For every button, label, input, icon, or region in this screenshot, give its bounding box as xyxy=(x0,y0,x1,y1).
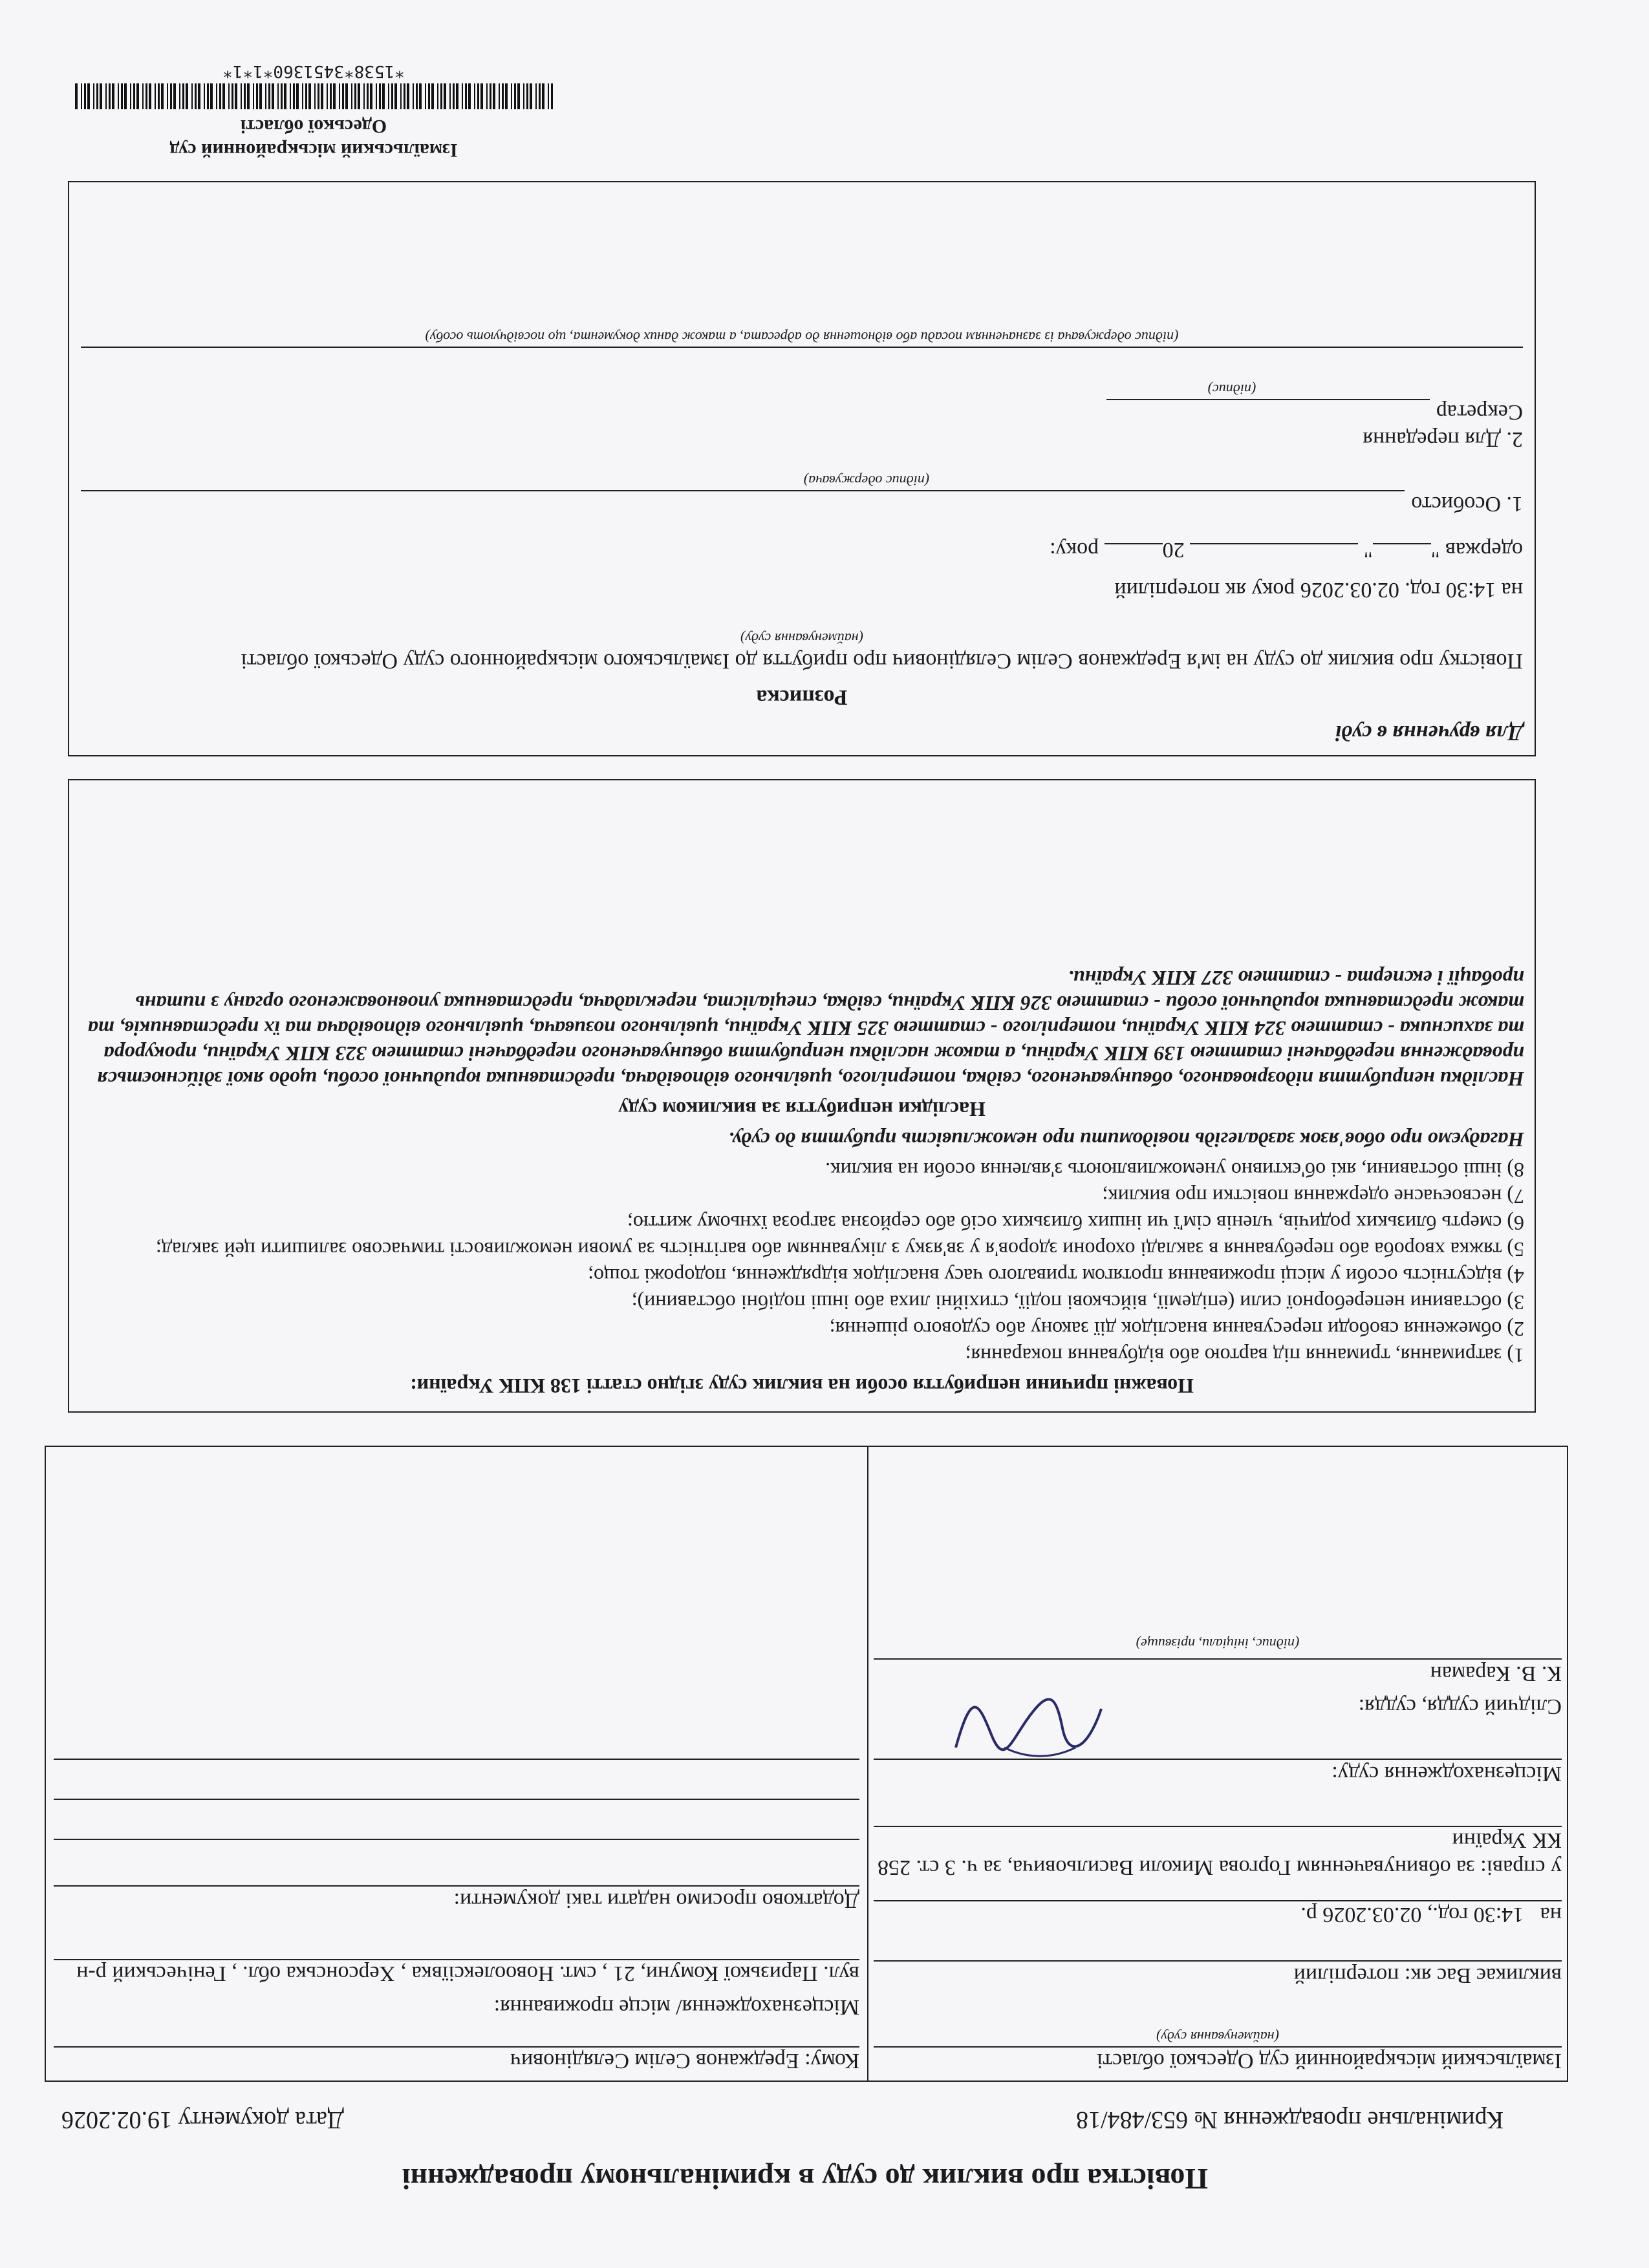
reason-item: 6) смерть близьких родичів, членів сім'ї чи інших близьких осіб або серйозна загроза їхньому життю; xyxy=(627,1211,1524,1235)
receipt-heading: Розписка xyxy=(756,685,848,709)
reasons-heading: Поважні причини неприбуття особи на виклик суду згідно статті 138 КПК України: xyxy=(410,1375,1194,1398)
recipient-value: Ереджанов Селім Селядінович xyxy=(510,2049,799,2073)
judge-name: К. В. Караман xyxy=(874,1658,1562,1686)
receipt-time: на 14:30 год. 02.03.2026 року як потерпілий xyxy=(1114,577,1523,602)
summons-as-value: потерпілий xyxy=(1293,1963,1399,1987)
received-label: одержав " xyxy=(1430,538,1523,562)
received-row xyxy=(81,537,1523,563)
summons-time-value: 14:30 год., 02.03.2026 р. xyxy=(1300,1903,1524,1927)
judge-signature xyxy=(946,1670,1114,1786)
secretary-label: Секретар xyxy=(1436,400,1523,425)
case-number-block xyxy=(1076,2105,1503,2135)
case-number: 653/484/18 xyxy=(1076,2106,1189,2134)
case-label: у справі: xyxy=(1480,1855,1562,1879)
received-year-prefix: 20 xyxy=(1162,538,1185,562)
reason-item: 2) обмеження свободи пересування внаслідок дії закону або судового рішення; xyxy=(829,1317,1524,1341)
documents-line-1 xyxy=(54,1839,859,1879)
received-quote: " xyxy=(1363,538,1373,562)
case-row xyxy=(874,1826,1562,1881)
residence-label: Місцезнаходження/ місце проживання: xyxy=(493,1995,859,2019)
secretary-row xyxy=(81,399,1523,425)
judge-caption: (підпис, ініціали, прізвище) xyxy=(1136,1636,1300,1653)
summons-document xyxy=(23,39,1588,2211)
received-month xyxy=(1190,543,1358,544)
consequences-heading: Наслідки неприбуття за викликом суду xyxy=(618,1097,986,1121)
reason-item: 7) несвоєчасне одержання повістки про виклик; xyxy=(1102,1184,1524,1208)
header-line xyxy=(61,2105,1503,2135)
court-stamp-text xyxy=(48,114,579,162)
recipient-label: Кому: xyxy=(804,2049,859,2073)
barcode-text: *1538*3451360*1*1* xyxy=(222,61,405,81)
receipt-text-mid: про прибуття до xyxy=(735,649,887,674)
summons-right-column xyxy=(46,1447,867,2081)
court-name-caption: (найменування суду) xyxy=(1156,2028,1279,2045)
court-name: Ізмаїльський міськрайонний суд Одеської області xyxy=(874,2046,1562,2074)
receipt-person: Ереджанов Селім Селядінович xyxy=(892,649,1181,674)
document-date: 19.02.2026 xyxy=(61,2106,172,2134)
secretary-caption: (підпис) xyxy=(1207,381,1256,398)
summons-box xyxy=(45,1446,1568,2082)
receipt-court-caption: (найменування суду) xyxy=(740,630,863,647)
documents-line-2 xyxy=(54,1799,859,1839)
recipient-row xyxy=(54,2046,859,2074)
receipt-text xyxy=(81,648,1523,674)
reason-item: 5) тяжка хвороба або перебування в закладі охорони здоров'я у зв'язку з лікуванням або вагітність за умови неможливості тимчасово залишити цей заклад; xyxy=(155,1237,1524,1261)
case-value: за обвинуваченням Горгова Миколи Васильовича, за ч. 3 ст. 258 КК України xyxy=(877,1828,1562,1879)
summons-left-column xyxy=(867,1447,1567,2081)
transfer-label: 2. Для передання xyxy=(1363,427,1523,451)
secretary-signature-line xyxy=(1106,399,1430,425)
reason-item: 1) затримання, тримання під вартою або відбування покарання; xyxy=(965,1343,1524,1367)
court-location-label: Місцезнаходження суду: xyxy=(874,1759,1562,1786)
for-court-label: Для вручення в суді xyxy=(1335,721,1523,745)
case-number-label: Кримінальне провадження № xyxy=(1194,2106,1503,2134)
personal-signature-line xyxy=(81,490,1405,517)
document-date-label: Дата документу xyxy=(178,2106,344,2134)
reason-item: 4) відсутність особи у місці проживання протягом тривалого часу внаслідок відрядження, подорожі тощо; xyxy=(588,1264,1524,1288)
received-year xyxy=(1105,543,1163,544)
reminder: Нагадуємо про обов'язок заздалегідь повідомити про неможливість прибуття до суду. xyxy=(728,1128,1524,1151)
reason-item: 3) обставини непереборної сили (епідемії, військові події, стихійні лиха або інші подібні обставини); xyxy=(631,1290,1524,1314)
receipt-box xyxy=(68,181,1536,756)
receipt-court: Ізмаїльського міськрайонного суду Одеської області xyxy=(241,649,730,674)
stamp-court-line1: Ізмаїльський міськрайонний суд xyxy=(169,140,458,161)
document-title: Повістка про виклик до суду в кримінальному провадженні xyxy=(402,2163,1209,2196)
summons-as-row xyxy=(874,1960,1562,1988)
barcode xyxy=(74,83,553,109)
receipt-text-prefix: Повістку про виклик до суду на ім'я xyxy=(1187,649,1523,674)
summons-time-label: на xyxy=(1540,1903,1562,1927)
received-year-suffix: року: xyxy=(1050,538,1099,562)
personal-row xyxy=(81,490,1523,517)
stamp-court-line2: Одеської області xyxy=(240,116,387,138)
document-date-block xyxy=(61,2105,344,2135)
judge-label: Слідчий суддя, суддя: xyxy=(1358,1695,1562,1719)
received-day xyxy=(1373,543,1431,544)
documents-line-3 xyxy=(54,1759,859,1799)
summons-time-row xyxy=(874,1900,1562,1928)
court-barcode-stamp xyxy=(48,61,579,162)
residence-value: вул. Паризької Комуни, 21 , смт. Новоолексіївка , Херсонська обл. , Генічеський р-н xyxy=(54,1959,859,1987)
recipient-note-caption: (підпис одержувача із зазначенням посади або відношення до адресата, а також даних документа, що посвідчують особу) xyxy=(425,328,1179,345)
personal-caption: (підпис одержувача) xyxy=(803,473,930,489)
reasons-box xyxy=(68,779,1536,1413)
reason-item: 8) інші обставини, які об'єктивно унеможливлюють з'явлення особи на виклик. xyxy=(825,1158,1524,1182)
personal-label: 1. Особисто xyxy=(1411,491,1523,516)
documents-label: Додатково просимо надати такі документи: xyxy=(54,1885,859,1913)
consequences-text: Наслідки неприбуття підозрюваного, обвинуваченого, свідка, потерпілого, цивільного відповідача, представника юридичної особи, щодо якої здійснюється провадження передбачені статтею 139 КПК України, а також наслідки неприбуття обвинуваченого передбачені статтею 323 КПК України, прокурора та захисника - статтею 324 КПК України, потерпілого - статтею 325 КПК України, цивільного позивача, цивільного відповідача та їх представників, та також представника юридичної особи - статтею 326 КПК України, свідка, спеціаліста, перекладача, представника уповноваженого органу з питань пробації і експерта - статтею 327 КПК України. xyxy=(87,966,1524,1091)
recipient-note-line xyxy=(81,347,1523,348)
summons-as-label: викликає Вас як: xyxy=(1404,1963,1562,1987)
